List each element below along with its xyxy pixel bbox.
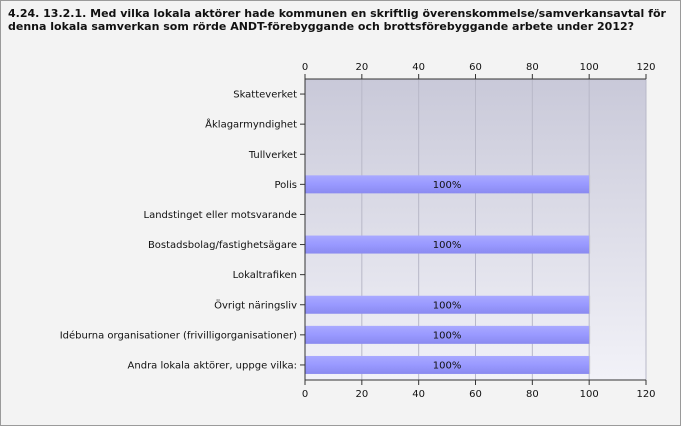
category-label: Lokaltrafiken: [232, 270, 297, 282]
category-label: Landstinget eller motsvarande: [143, 209, 297, 221]
category-label: Övrigt näringsliv: [214, 300, 297, 312]
x-tick-label-top: 60: [469, 62, 482, 73]
x-tick-label-bottom: 100: [579, 389, 599, 400]
category-label: Skatteverket: [233, 89, 297, 101]
x-tick-label-bottom: 120: [636, 389, 656, 400]
category-label: Tullverket: [248, 149, 297, 161]
x-tick-label-top: 0: [301, 62, 309, 73]
data-label: 100%: [432, 360, 462, 372]
category-label: Polis: [274, 179, 297, 191]
x-tick-label-bottom: 80: [525, 389, 539, 400]
x-tick-label-top: 100: [579, 62, 599, 73]
x-tick-label-bottom: 20: [355, 389, 369, 400]
x-tick-label-top: 120: [636, 62, 656, 73]
x-tick-label-bottom: 60: [469, 389, 482, 400]
category-label: Åklagarmyndighet: [205, 119, 297, 131]
x-tick-label-top: 40: [412, 62, 426, 73]
chart-title: 4.24. 13.2.1. Med vilka lokala aktörer hade kommunen en skriftlig överenskommelse/samverkansavtal för denna lokala samverkan som rörde ANDT-förebyggande och brottsförebyggande arbete under 2012?: [8, 7, 666, 33]
category-label: Bostadsbolag/fastighetsägare: [147, 240, 297, 252]
data-label: 100%: [432, 240, 462, 252]
x-tick-label-top: 20: [355, 62, 369, 73]
x-tick-label-bottom: 0: [301, 389, 309, 400]
x-tick-label-bottom: 40: [412, 389, 426, 400]
x-tick-label-top: 80: [525, 62, 539, 73]
data-label: 100%: [432, 300, 462, 312]
category-label: Idéburna organisationer (frivilligorganisationer): [59, 330, 297, 342]
data-label: 100%: [432, 179, 462, 191]
data-label: 100%: [432, 330, 462, 342]
category-label: Andra lokala aktörer, uppge vilka:: [127, 360, 297, 372]
